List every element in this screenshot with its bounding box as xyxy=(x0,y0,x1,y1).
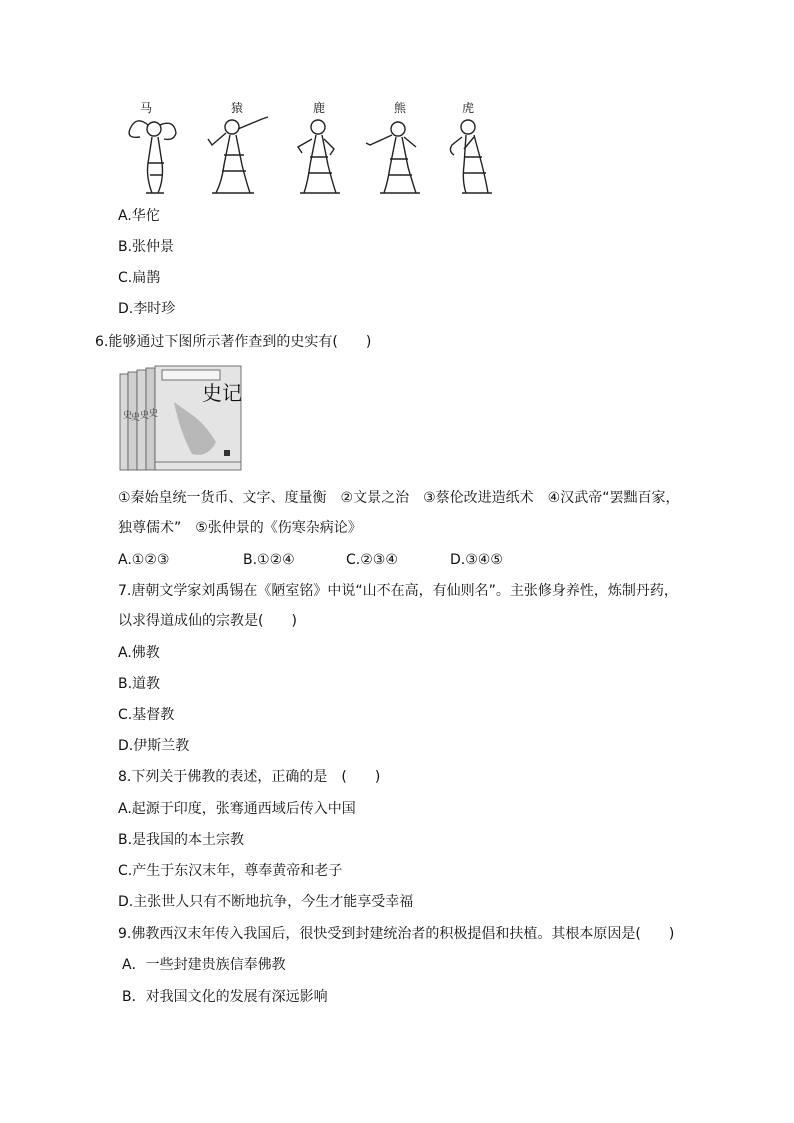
q5-option-b: B.张仲景 xyxy=(118,239,175,255)
q5-option-d: D.李时珍 xyxy=(118,301,176,317)
figure-ape xyxy=(208,117,268,193)
svg-text:史: 史 xyxy=(140,411,150,421)
q9-option-a: A．一些封建贵族信奉佛教 xyxy=(122,957,286,973)
five-animal-frolics-illustration xyxy=(118,115,502,197)
svg-text:史: 史 xyxy=(149,409,159,419)
svg-text:史: 史 xyxy=(131,413,141,423)
q8-option-a: A.起源于印度，张骞通西域后传入中国 xyxy=(118,801,356,817)
q7-stem-line2: 以求得道成仙的宗教是( ) xyxy=(118,613,297,629)
q8-option-b: B.是我国的本土宗教 xyxy=(118,832,245,848)
figure-horse xyxy=(129,121,176,193)
animal-label-tiger: 虎 xyxy=(462,101,475,115)
q8-option-d: D.主张世人只有不断地抗争，今生才能享受幸福 xyxy=(118,894,414,910)
animal-label-deer: 鹿 xyxy=(313,101,326,115)
q7-option-d: D.伊斯兰教 xyxy=(118,738,190,754)
q9-option-b: B．对我国文化的发展有深远影响 xyxy=(122,989,328,1005)
book-cover-title: 史记 xyxy=(202,381,242,405)
q9-stem: 9.佛教西汉末年传入我国后，很快受到封建统治者的积极提倡和扶植。其根本原因是( ) xyxy=(118,926,675,942)
q7-option-b: B.道教 xyxy=(118,676,161,692)
figure-bear xyxy=(366,122,420,193)
animal-label-ape: 猿 xyxy=(231,101,244,115)
q8-stem: 8.下列关于佛教的表述，正确的是 ( ) xyxy=(118,769,381,785)
q6-option-a: A.①②③ xyxy=(118,552,170,568)
animal-label-horse: 马 xyxy=(140,101,153,115)
q7-option-a: A.佛教 xyxy=(118,645,160,661)
shiji-book-set-image xyxy=(118,362,244,474)
q5-option-c: C.扁鹊 xyxy=(118,270,161,286)
q6-items-line1: ①秦始皇统一货币、文字、度量衡 ②文景之治 ③蔡伦改进造纸术 ④汉武帝“罢黜百家， xyxy=(118,490,680,506)
q8-option-c: C.产生于东汉末年，尊奉黄帝和老子 xyxy=(118,863,343,879)
q6-option-b: B.①②④ xyxy=(243,552,295,568)
svg-text:史: 史 xyxy=(123,411,133,421)
figure-deer xyxy=(298,120,340,193)
q7-option-c: C.基督教 xyxy=(118,707,175,723)
q6-options xyxy=(118,551,638,569)
q6-items-line2: 独尊儒术” ⑤张仲景的《伤寒杂病论》 xyxy=(118,520,362,536)
q6-option-d: D.③④⑤ xyxy=(450,552,503,568)
figure-tiger xyxy=(450,120,492,193)
q6-option-c: C.②③④ xyxy=(346,552,398,568)
animal-label-bear: 熊 xyxy=(394,101,407,115)
q6-stem: 6.能够通过下图所示著作查到的史实有( ) xyxy=(95,334,372,350)
q7-stem-line1: 7.唐朝文学家刘禹锡在《陋室铭》中说“山不在高，有仙则名”。主张修身养性，炼制丹药， xyxy=(118,583,678,599)
q5-option-a: A.华佗 xyxy=(118,208,160,224)
